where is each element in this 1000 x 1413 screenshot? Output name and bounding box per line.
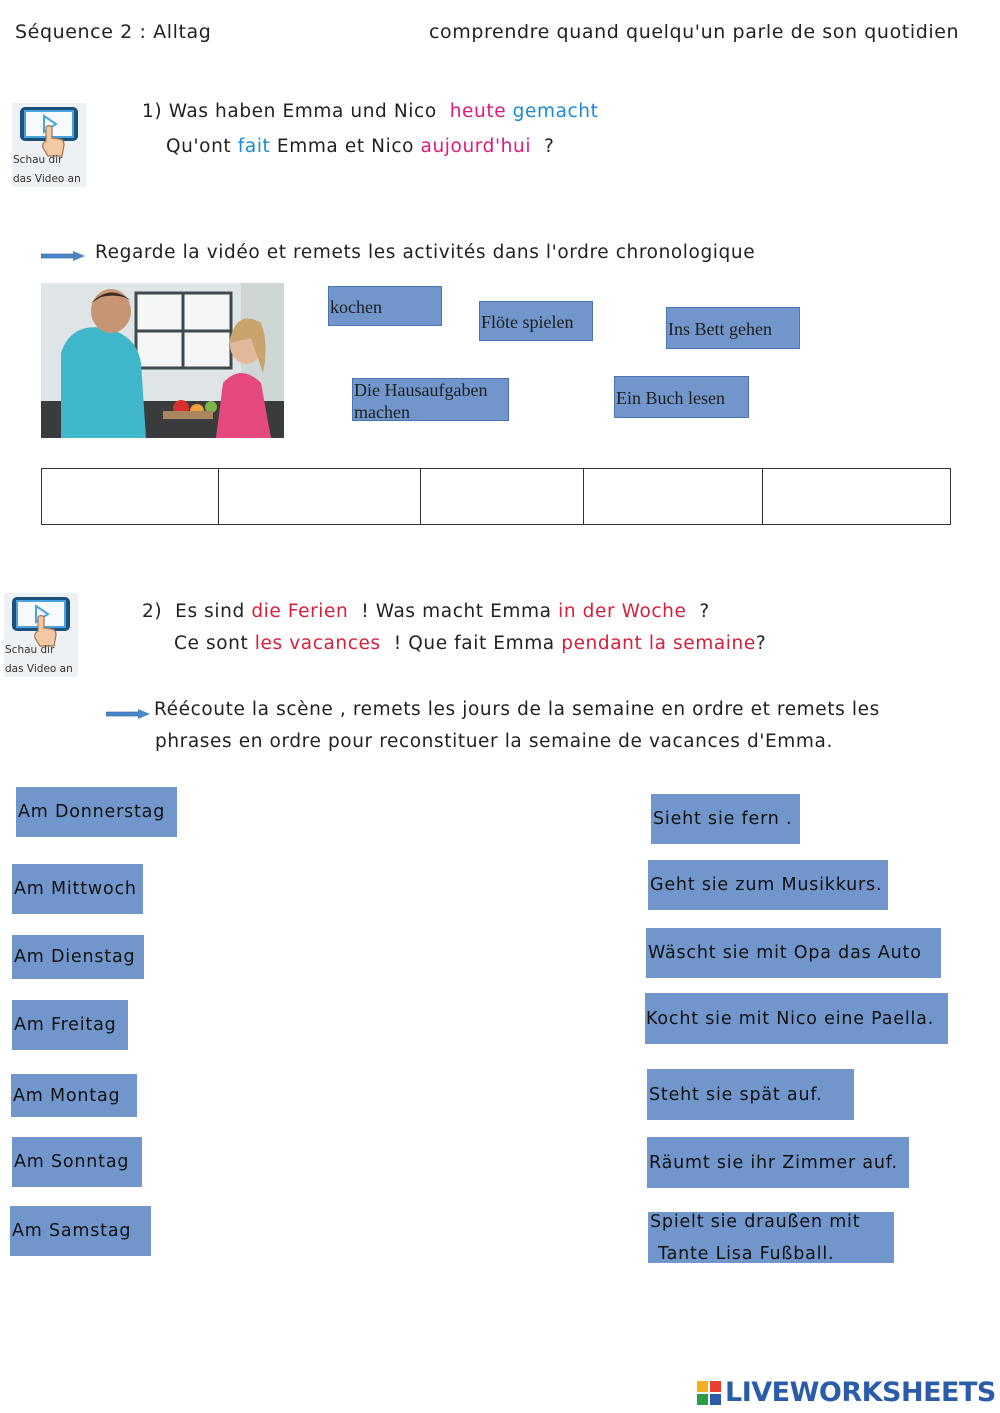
video-icon-label-2: das Video an bbox=[5, 663, 73, 675]
sentence-chip-spaet-aufstehen[interactable]: Steht sie spät auf. bbox=[647, 1069, 854, 1120]
liveworksheets-logo bbox=[697, 1377, 996, 1408]
video-icon-label-2: das Video an bbox=[13, 173, 81, 185]
keyword-die-ferien: die Ferien bbox=[251, 601, 349, 622]
video-icon-button[interactable] bbox=[12, 103, 86, 187]
question1-fr-mid: Emma et Nico bbox=[270, 136, 421, 157]
sentence-chip-zimmer-aufraeumen[interactable]: Räumt sie ihr Zimmer auf. bbox=[647, 1137, 909, 1188]
keyword-les-vacances: les vacances bbox=[254, 633, 381, 654]
question1-de bbox=[142, 101, 599, 122]
liveworksheets-brand-text: LIVEWORKSHEETS bbox=[725, 1377, 996, 1408]
question1-fr bbox=[166, 136, 554, 157]
keyword-aujourdhui: aujourd'hui bbox=[420, 136, 532, 157]
video-icon-button-2[interactable] bbox=[4, 593, 78, 677]
video-icon-label-1: Schau dir bbox=[5, 644, 55, 656]
order-drop-slot-5[interactable] bbox=[763, 469, 951, 525]
question2-de-post: ? bbox=[686, 601, 710, 622]
question1-fr-text: Qu'ont bbox=[166, 136, 238, 157]
day-chip-dienstag[interactable]: Am Dienstag bbox=[12, 935, 144, 979]
liveworksheets-logo-icon bbox=[697, 1381, 721, 1405]
question2-fr bbox=[174, 633, 766, 654]
sequence-goal: comprendre quand quelqu'un parle de son quotidien bbox=[429, 21, 960, 43]
day-chip-freitag[interactable]: Am Freitag bbox=[12, 1000, 128, 1050]
sentence-chip-fussball-line1: Spielt sie draußen mit bbox=[650, 1211, 861, 1232]
question2-fr-mid: ! Que fait Emma bbox=[380, 633, 562, 654]
activity-tile-floete-spielen[interactable]: Flöte spielen bbox=[479, 301, 593, 341]
sentence-chip-musikkurs[interactable]: Geht sie zum Musikkurs. bbox=[648, 860, 888, 910]
instruction1: Regarde la vidéo et remets les activités dans l'ordre chronologique bbox=[95, 242, 756, 263]
question1-de-text: Was haben Emma und Nico bbox=[168, 101, 450, 122]
question1-number: 1) bbox=[142, 101, 163, 122]
day-chip-montag[interactable]: Am Montag bbox=[11, 1074, 137, 1117]
day-chip-sonntag[interactable]: Am Sonntag bbox=[12, 1137, 142, 1187]
keyword-fait: fait bbox=[237, 136, 271, 157]
question2-de-mid: ! Was macht Emma bbox=[348, 601, 559, 622]
chronological-order-table bbox=[41, 468, 951, 525]
instruction2-line1: Réécoute la scène , remets les jours de la semaine en ordre et remets les bbox=[154, 699, 880, 720]
keyword-gemacht: gemacht bbox=[512, 101, 599, 122]
activity-tile-hausaufgaben[interactable]: Die Hausaufgaben machen bbox=[352, 378, 509, 421]
sentence-chip-paella[interactable]: Kocht sie mit Nico eine Paella. bbox=[645, 993, 948, 1044]
activity-tile-ins-bett-gehen[interactable]: Ins Bett gehen bbox=[666, 307, 800, 349]
question2-number: 2) bbox=[142, 601, 163, 622]
activity-tile-kochen[interactable]: kochen bbox=[328, 286, 442, 326]
question2-fr-post: ? bbox=[755, 633, 767, 654]
kitchen-photo bbox=[41, 283, 284, 438]
order-drop-slot-1[interactable] bbox=[42, 469, 219, 525]
video-icon-label-1: Schau dir bbox=[13, 154, 63, 166]
sentence-chip-fernsehen[interactable]: Sieht sie fern . bbox=[651, 794, 800, 844]
instruction-arrow-icon bbox=[41, 251, 85, 261]
instruction-arrow-icon bbox=[106, 709, 150, 719]
question2-de-text: Es sind bbox=[175, 601, 252, 622]
question2-fr-text: Ce sont bbox=[174, 633, 255, 654]
sentence-chip-auto-waschen[interactable]: Wäscht sie mit Opa das Auto bbox=[646, 928, 941, 978]
keyword-pendant-la-semaine: pendant la semaine bbox=[561, 633, 756, 654]
sentence-chip-fussball-line2: Tante Lisa Fußball. bbox=[658, 1243, 835, 1264]
sentence-chip-fussball[interactable] bbox=[648, 1212, 894, 1263]
order-drop-slot-3[interactable] bbox=[421, 469, 584, 525]
sequence-title: Séquence 2 : Alltag bbox=[15, 21, 212, 43]
day-chip-donnerstag[interactable]: Am Donnerstag bbox=[16, 787, 177, 837]
order-drop-slot-4[interactable] bbox=[584, 469, 763, 525]
instruction2-line2: phrases en ordre pour reconstituer la semaine de vacances d'Emma. bbox=[155, 731, 833, 752]
question2-de bbox=[142, 601, 710, 622]
day-chip-mittwoch[interactable]: Am Mittwoch bbox=[12, 864, 143, 914]
question1-fr-post: ? bbox=[531, 136, 555, 157]
order-drop-slot-2[interactable] bbox=[219, 469, 421, 525]
keyword-heute: heute bbox=[449, 101, 507, 122]
activity-tile-buch-lesen[interactable]: Ein Buch lesen bbox=[614, 376, 749, 418]
day-chip-samstag[interactable]: Am Samstag bbox=[10, 1206, 151, 1256]
keyword-in-der-woche: in der Woche bbox=[558, 601, 687, 622]
